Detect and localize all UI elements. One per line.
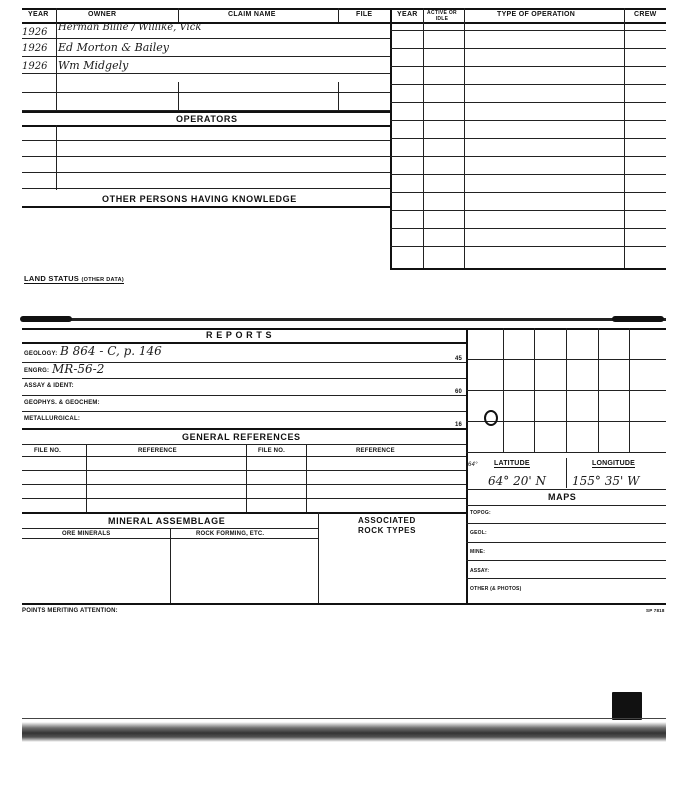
engrg-value: MR-56-2 [52,362,105,376]
geology-label: GEOLOGY: [24,351,58,357]
other-persons-heading: OTHER PERSONS HAVING KNOWLEDGE [102,194,297,204]
maps-heading: MAPS [548,492,577,502]
col-header-year-2: YEAR [397,11,418,18]
ref-col-file-no-1: FILE NO. [34,448,61,454]
maps-topog-label: TOPOG: [470,510,491,516]
col-header-type-operation: TYPE OF OPERATION [497,11,576,18]
ink-smudge-right [612,316,664,322]
separator-smudge [22,318,666,321]
ore-minerals-label: ORE MINERALS [62,531,111,537]
col-header-owner: OWNER [88,11,117,18]
col-header-crew: CREW [634,11,657,18]
rock-types-label: ROCK TYPES [358,526,417,535]
assay-ident-label: ASSAY & IDENT: [24,383,74,389]
geology-value: B 864 - C, p. 146 [60,344,162,358]
maps-other-label: OTHER (& PHOTOS) [470,586,522,592]
maps-assay-label: ASSAY: [470,568,490,574]
mineral-assemblage-heading: MINERAL ASSEMBLAGE [108,516,226,526]
claim-row-3-year: 1926 [22,61,48,72]
scan-noise-band [22,722,666,742]
form-code: SP 7818 [646,608,665,613]
land-status-title: LAND STATUS [24,274,80,283]
longitude-value: 155° 35' W [572,474,640,488]
latitude-value: 64° 20' N [488,474,546,488]
reports-heading: R E P O R T S [206,330,273,340]
col-header-active-idle: ACTIVE OR IDLE [427,10,457,22]
reports-num-45: 45 [455,356,463,362]
claim-row-2-year: 1926 [22,43,48,54]
claim-row-1-year: 1926 [22,27,48,38]
latitude-label: LATITUDE [494,460,530,467]
operators-heading: OPERATORS [176,114,238,124]
longitude-label: LONGITUDE [592,460,636,467]
ref-col-reference-1: REFERENCE [138,448,177,454]
claim-row-2-owner: Ed Morton & Bailey [58,41,170,54]
land-status-sub: (OTHER DATA) [81,277,124,283]
col-header-year: YEAR [28,11,49,18]
reports-num-16: 16 [455,422,463,428]
ref-col-file-no-2: FILE NO. [258,448,285,454]
location-circle-mark [484,410,498,426]
rock-forming-label: ROCK FORMING, ETC. [196,531,265,537]
points-meriting-attention-label: POINTS MERITING ATTENTION: [22,608,118,614]
geophys-label: GEOPHYS. & GEOCHEM: [24,400,100,406]
col-header-claim-name: CLAIM NAME [228,11,276,18]
scan-noise-line [22,718,666,719]
claim-row-1-owner: Herman Billie / Willike, Vick [58,22,202,33]
associated-label: ASSOCIATED [358,516,416,525]
general-references-heading: GENERAL REFERENCES [182,432,301,442]
col-header-file: FILE [356,11,373,18]
land-status-label [24,274,124,284]
maps-geol-label: GEOL: [470,530,487,536]
maps-mine-label: MINE: [470,549,486,555]
metallurgical-label: METALLURGICAL: [24,416,81,422]
claim-row-3-owner: Wm Midgely [58,59,129,72]
latitude-prefix: 64° [468,462,478,468]
ink-smudge-left [20,316,72,322]
ref-col-reference-2: REFERENCE [356,448,395,454]
engrg-label: ENGRG: [24,368,50,374]
reports-num-60: 60 [455,389,463,395]
scan-black-square [612,692,642,720]
